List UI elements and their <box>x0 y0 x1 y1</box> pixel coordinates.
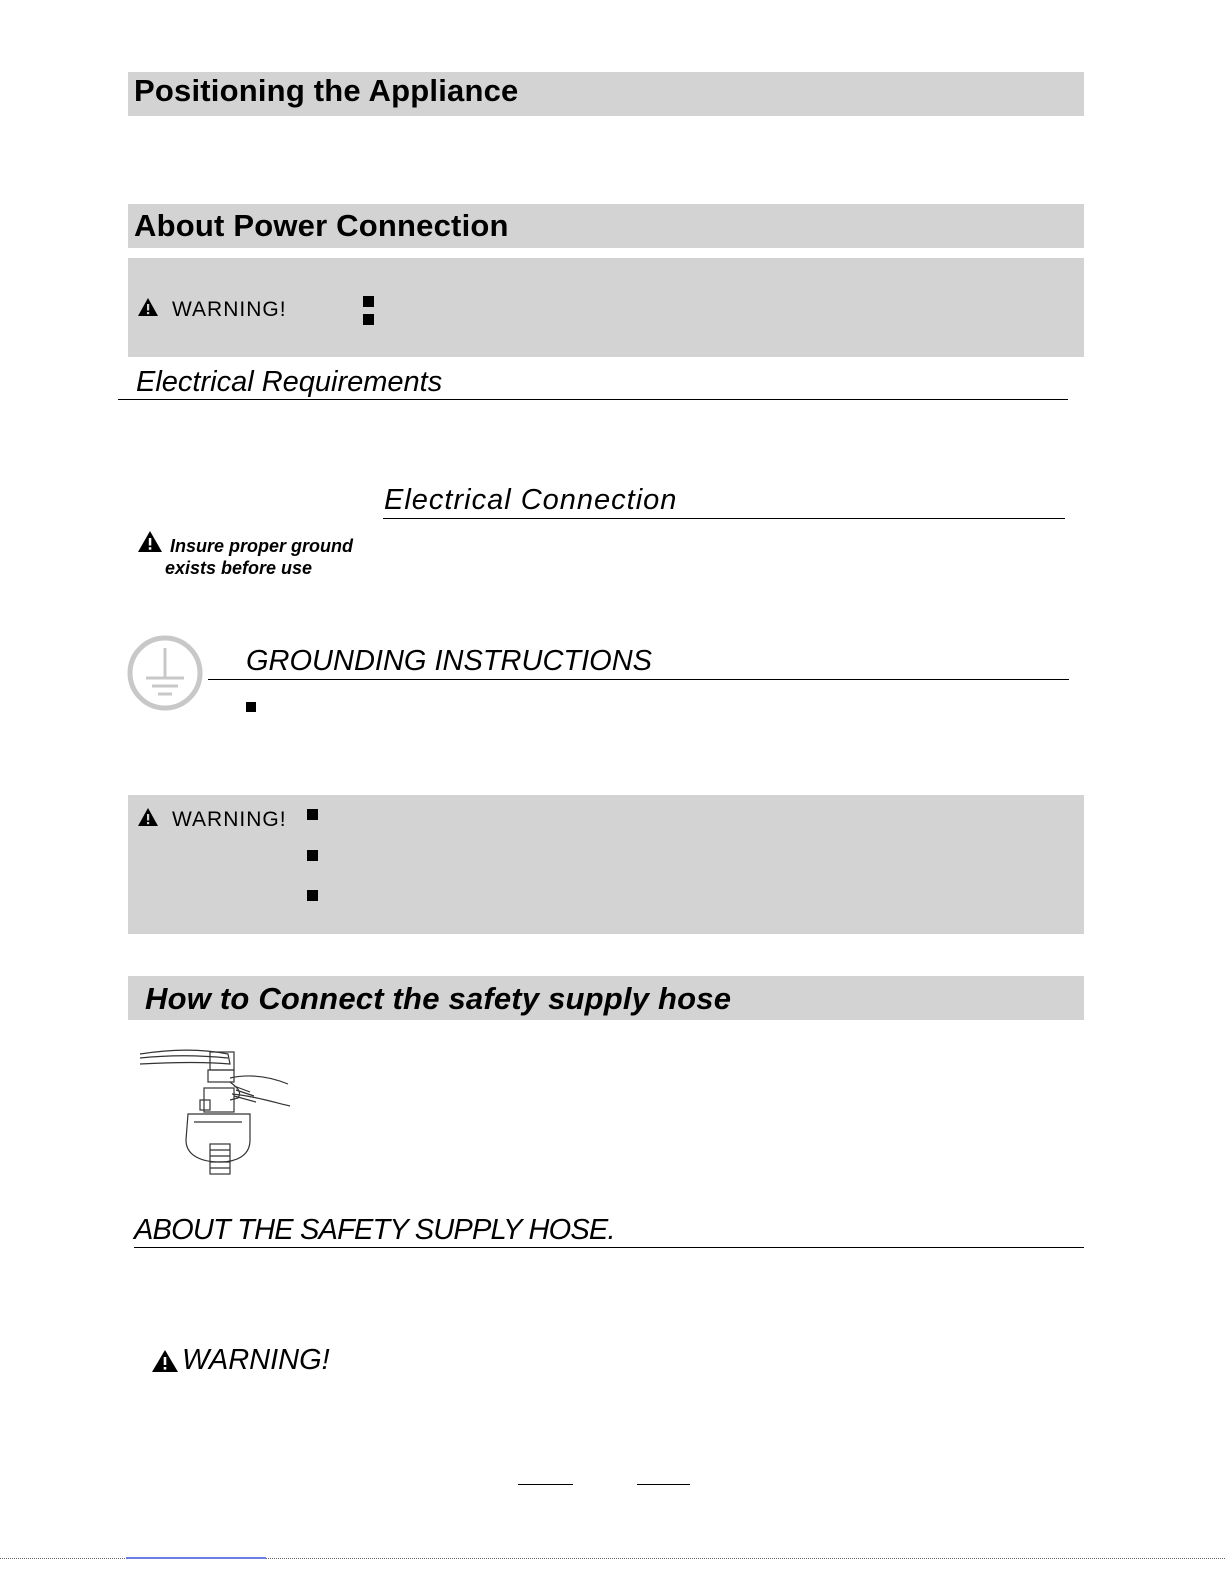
warning-label-1: WARNING! <box>172 298 287 321</box>
safety-hose-warning-label: WARNING! <box>182 1344 330 1376</box>
warning-triangle-icon <box>137 297 159 322</box>
ground-symbol-icon <box>126 634 204 717</box>
subheading-grounding-instructions: GROUNDING INSTRUCTIONS <box>246 645 652 677</box>
section-title-hose: How to Connect the safety supply hose <box>145 981 732 1016</box>
divider <box>134 1247 1084 1248</box>
warning-triangle-icon <box>151 1349 179 1378</box>
bullet-square <box>363 314 374 325</box>
subheading-electrical-connection: Electrical Connection <box>384 484 678 516</box>
divider <box>208 679 1069 680</box>
divider <box>383 518 1065 519</box>
section-title-positioning: Positioning the Appliance <box>134 73 519 108</box>
bullet-square <box>246 702 256 712</box>
divider <box>637 1484 690 1485</box>
subheading-electrical-requirements: Electrical Requirements <box>136 366 443 398</box>
bullet-square <box>363 296 374 307</box>
ground-note-line-1: Insure proper ground <box>170 536 354 556</box>
page-bottom-link-mark <box>126 1557 266 1559</box>
subheading-safety-supply-hose: ABOUT THE SAFETY SUPPLY HOSE. <box>134 1214 615 1246</box>
ground-note-line-2: exists before use <box>165 558 313 578</box>
warning-triangle-icon <box>137 530 163 558</box>
divider <box>118 399 1068 400</box>
warning-label-2: WARNING! <box>172 808 287 831</box>
warning-triangle-icon <box>137 807 159 832</box>
bullet-square <box>307 809 318 820</box>
divider <box>518 1484 573 1485</box>
bullet-square <box>307 850 318 861</box>
faucet-hose-illustration <box>138 1044 298 1181</box>
section-title-power: About Power Connection <box>134 208 509 243</box>
bullet-square <box>307 890 318 901</box>
